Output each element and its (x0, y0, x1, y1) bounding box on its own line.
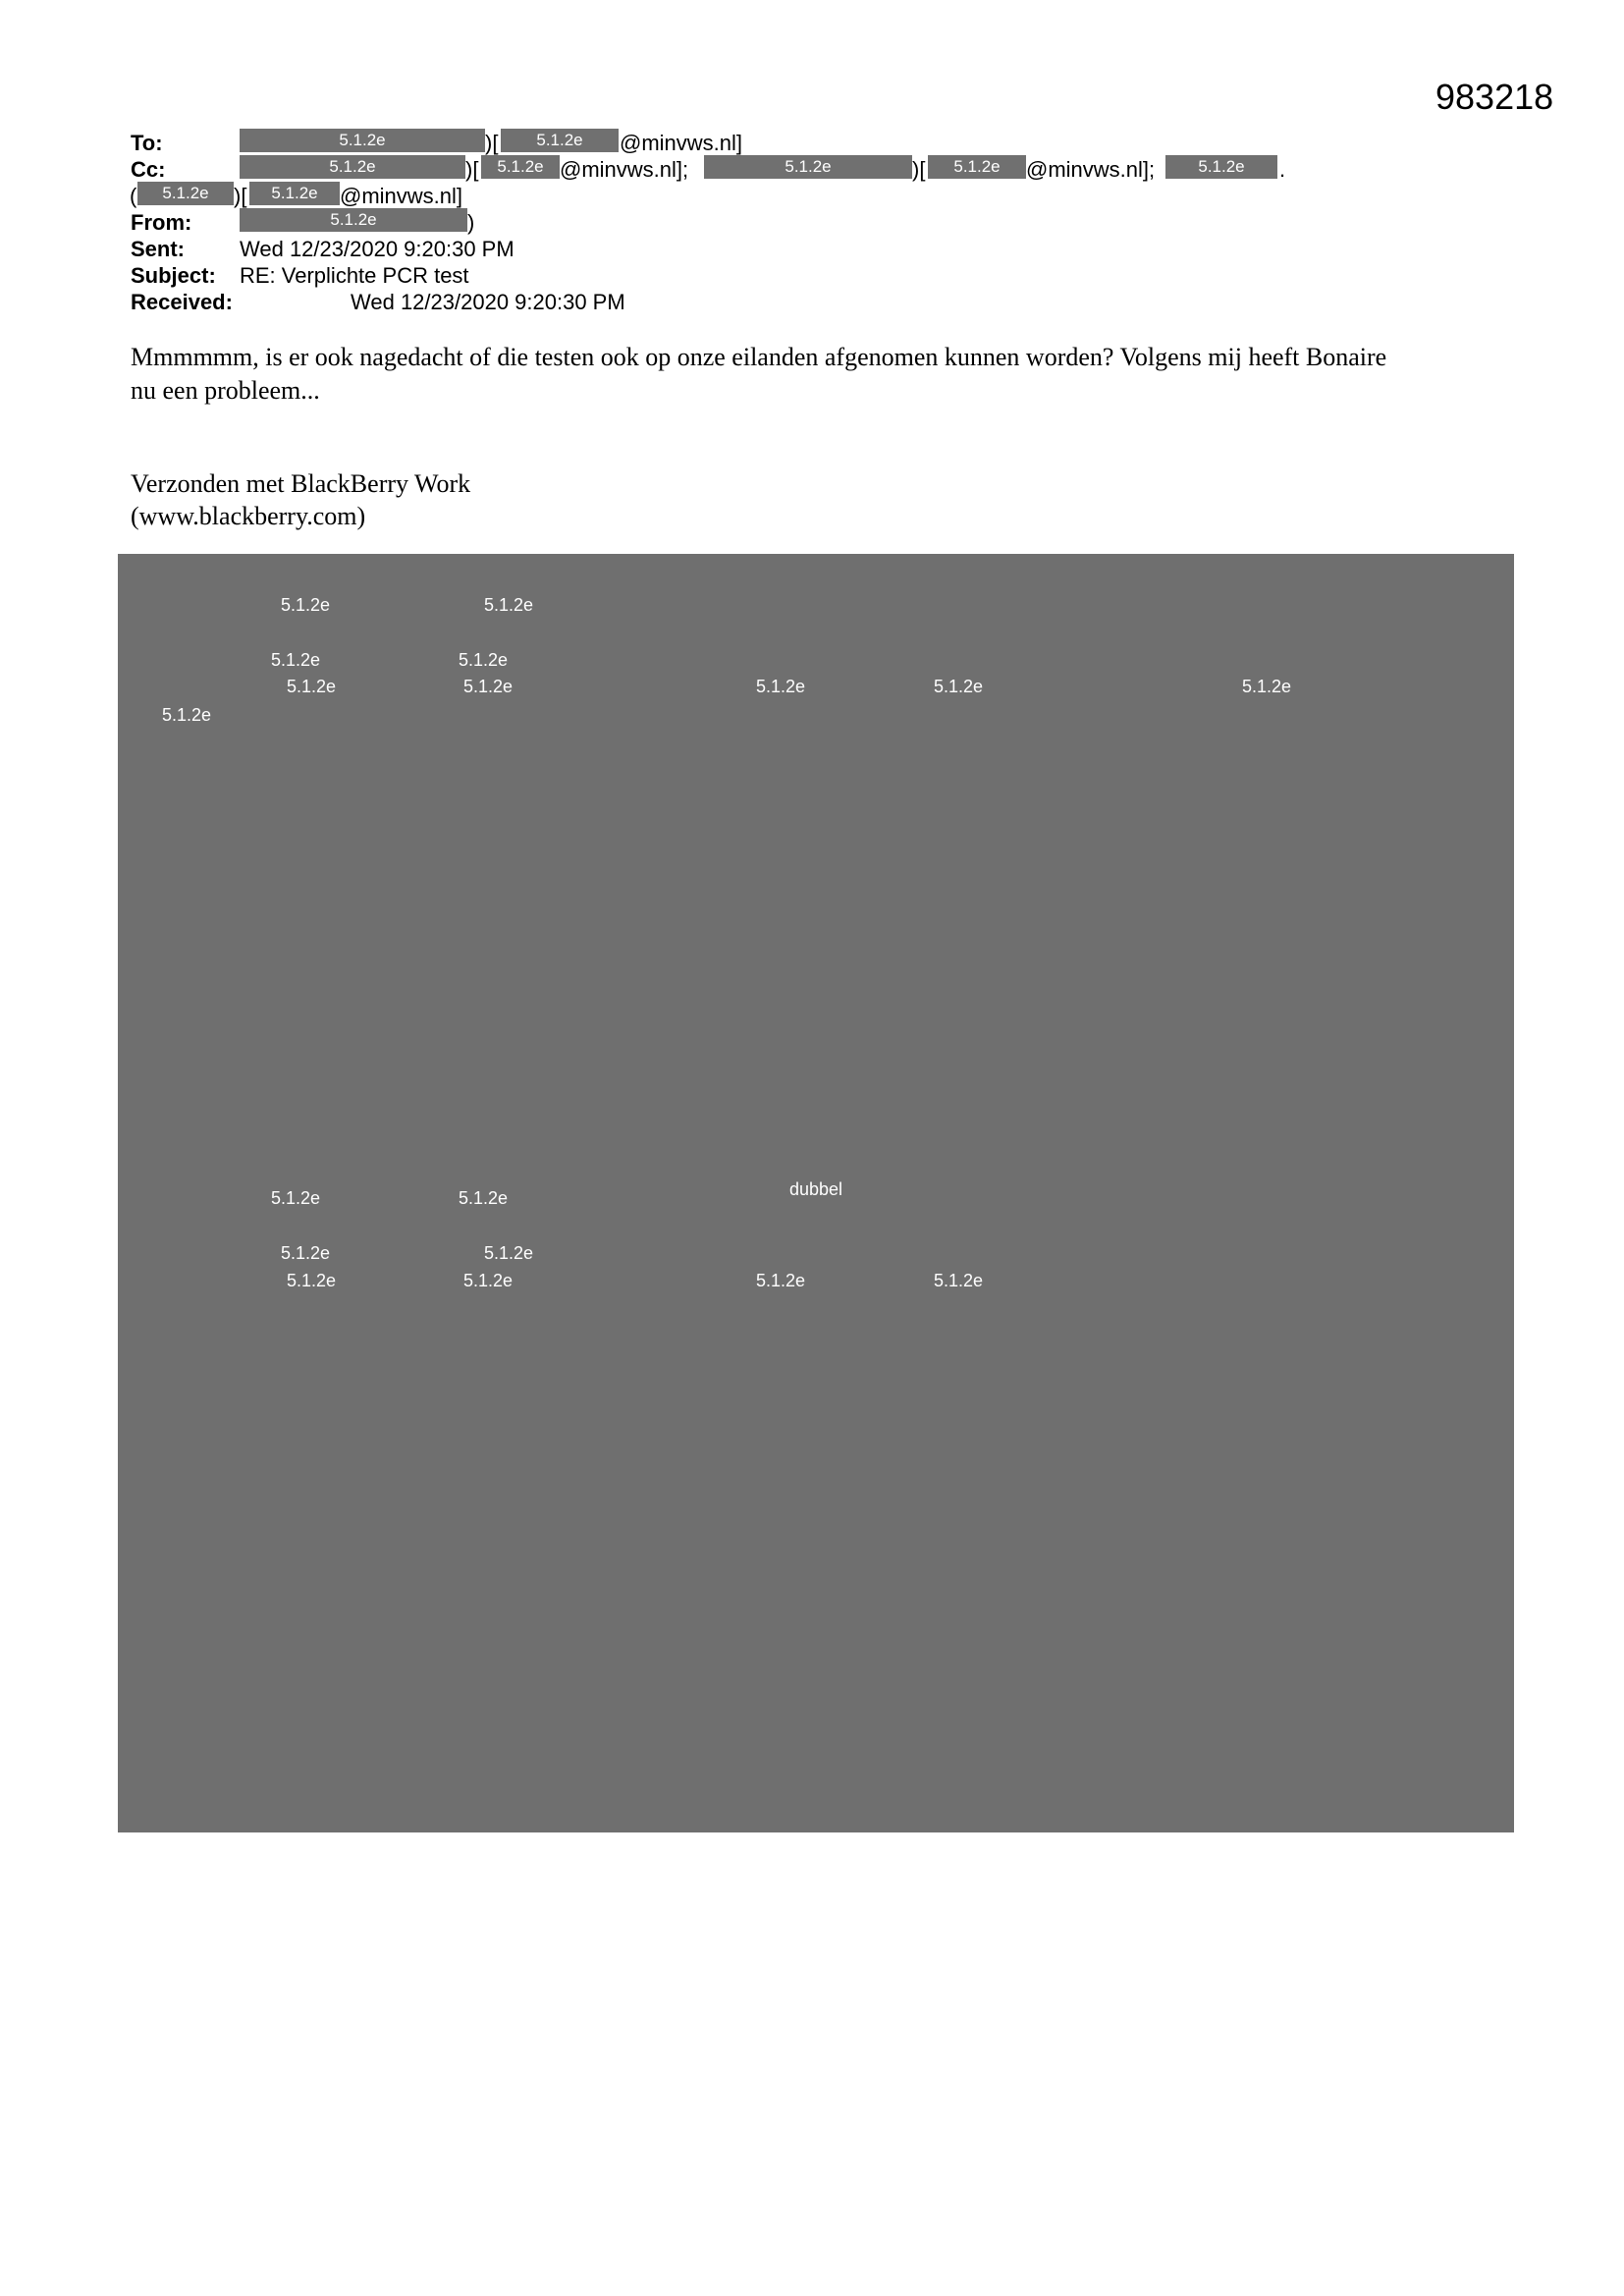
sent-label: Sent: (131, 237, 185, 261)
redaction-label: 5.1.2e (484, 595, 534, 615)
redaction-cc-name-1: 5.1.2e (240, 155, 465, 179)
redaction-label: 5.1.2e (271, 1188, 321, 1208)
redaction-from: 5.1.2e (240, 208, 467, 232)
cc-domain-2: @minvws.nl]; (1026, 157, 1156, 182)
redaction-label: 5.1.2e (281, 595, 331, 615)
redaction-cc-name-4: 5.1.2e (137, 182, 234, 205)
redaction-to-name: 5.1.2e (240, 129, 485, 152)
subject-value: RE: Verplichte PCR test (240, 263, 469, 288)
to-sep: )[ (485, 131, 499, 155)
redaction-label: 5.1.2e (484, 1243, 534, 1263)
redaction-label: 5.1.2e (162, 705, 212, 725)
signature-line-2: (www.blackberry.com) (131, 502, 366, 530)
redaction-label: 5.1.2e (934, 1271, 984, 1290)
document-number: 983218 (1435, 77, 1554, 117)
to-domain: @minvws.nl] (620, 131, 743, 155)
redaction-label: 5.1.2e (287, 1271, 337, 1290)
redaction-to-email: 5.1.2e (501, 129, 619, 152)
redaction-label: 5.1.2e (1242, 677, 1292, 696)
cc-trailing-dot: . (1279, 157, 1286, 182)
received-value: Wed 12/23/2020 9:20:30 PM (351, 290, 625, 314)
redaction-label: 5.1.2e (463, 1271, 514, 1290)
message-body-line-2: nu een probleem... (131, 376, 320, 405)
message-body-line-1: Mmmmmm, is er ook nagedacht of die testen ook op onze eilanden afgenomen kunnen worden? Volgens mij heeft Bonaire (131, 343, 1387, 371)
redaction-label: 5.1.2e (756, 677, 806, 696)
redaction-label: 5.1.2e (281, 1243, 331, 1263)
redaction-label: 5.1.2e (934, 677, 984, 696)
cc-domain-3: @minvws.nl] (340, 184, 463, 208)
redaction-cc-name-3: 5.1.2e (1165, 155, 1277, 179)
redacted-quoted-message (118, 554, 1514, 1832)
cc-sep-3: )[ (234, 184, 247, 208)
cc-sep-2: )[ (912, 157, 926, 182)
redaction-cc-email-4: 5.1.2e (249, 182, 340, 205)
redaction-note-dubbel: dubbel (789, 1179, 843, 1199)
redaction-label: 5.1.2e (463, 677, 514, 696)
redaction-label: 5.1.2e (756, 1271, 806, 1290)
sent-value: Wed 12/23/2020 9:20:30 PM (240, 237, 514, 261)
redaction-label: 5.1.2e (459, 1188, 509, 1208)
to-label: To: (131, 131, 163, 155)
cc-domain-1: @minvws.nl]; (560, 157, 689, 182)
redaction-cc-name-2: 5.1.2e (704, 155, 912, 179)
from-close-paren: ) (467, 210, 475, 235)
cc-sep-1: )[ (465, 157, 479, 182)
redaction-cc-email-2: 5.1.2e (928, 155, 1026, 179)
redaction-label: 5.1.2e (287, 677, 337, 696)
cc-label: Cc: (131, 157, 166, 182)
subject-label: Subject: (131, 263, 216, 288)
received-label: Received: (131, 290, 233, 314)
redaction-cc-email-1: 5.1.2e (481, 155, 560, 179)
from-label: From: (131, 210, 192, 235)
cc-open-paren: ( (130, 184, 137, 208)
redaction-label: 5.1.2e (459, 650, 509, 670)
redaction-label: 5.1.2e (271, 650, 321, 670)
signature-line-1: Verzonden met BlackBerry Work (131, 469, 471, 498)
